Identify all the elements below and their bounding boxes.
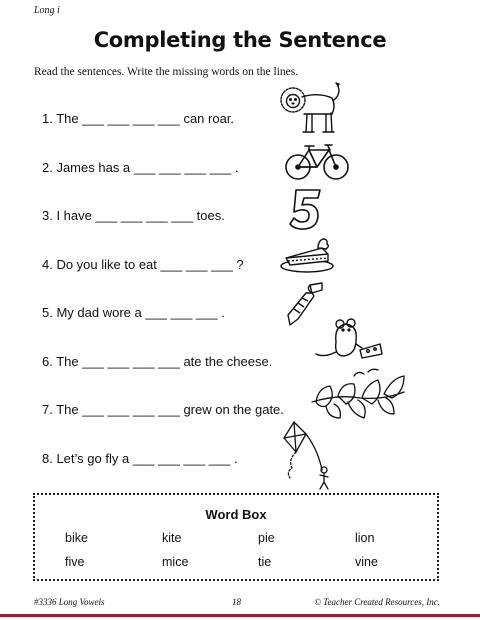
lion-icon bbox=[278, 80, 344, 136]
bottom-rule bbox=[0, 614, 480, 617]
word-box-title: Word Box bbox=[205, 507, 267, 522]
number-five-icon bbox=[284, 186, 328, 232]
sentence-4: 4. Do you like to eat ___ ___ ___ ? bbox=[42, 257, 244, 272]
footer-copyright: © Teacher Created Resources, Inc. bbox=[314, 597, 440, 607]
sentence-3: 3. I have ___ ___ ___ ___ toes. bbox=[42, 208, 225, 223]
mouse-cheese-icon bbox=[314, 318, 384, 362]
word-lion: lion bbox=[355, 531, 375, 545]
sentence-6: 6. The ___ ___ ___ ___ ate the cheese. bbox=[42, 354, 273, 369]
instructions: Read the sentences. Write the missing words on the lines. bbox=[34, 66, 299, 78]
sentence-7: 7. The ___ ___ ___ ___ grew on the gate. bbox=[42, 402, 284, 417]
section-tag: Long i bbox=[34, 5, 60, 16]
word-five: five bbox=[65, 555, 85, 569]
word-tie: tie bbox=[258, 555, 272, 569]
page-title: Completing the Sentence bbox=[93, 28, 387, 52]
pie-slice-icon bbox=[278, 234, 336, 274]
kite-icon bbox=[280, 420, 340, 490]
word-pie: pie bbox=[258, 531, 275, 545]
sentence-2: 2. James has a ___ ___ ___ ___ . bbox=[42, 160, 239, 175]
word-kite: kite bbox=[162, 531, 182, 545]
footer-book-id: #3336 Long Vowels bbox=[34, 597, 105, 607]
bicycle-icon bbox=[284, 140, 350, 182]
sentence-5: 5. My dad wore a ___ ___ ___ . bbox=[42, 305, 225, 320]
sentence-1: 1. The ___ ___ ___ ___ can roar. bbox=[42, 111, 235, 126]
word-mice: mice bbox=[162, 555, 189, 569]
vine-leaves-icon bbox=[308, 366, 408, 424]
word-box bbox=[33, 493, 439, 581]
sentence-8: 8. Let’s go fly a ___ ___ ___ ___ . bbox=[42, 451, 238, 466]
word-vine: vine bbox=[355, 555, 378, 569]
word-bike: bike bbox=[65, 531, 88, 545]
footer-page-number: 18 bbox=[232, 597, 241, 607]
